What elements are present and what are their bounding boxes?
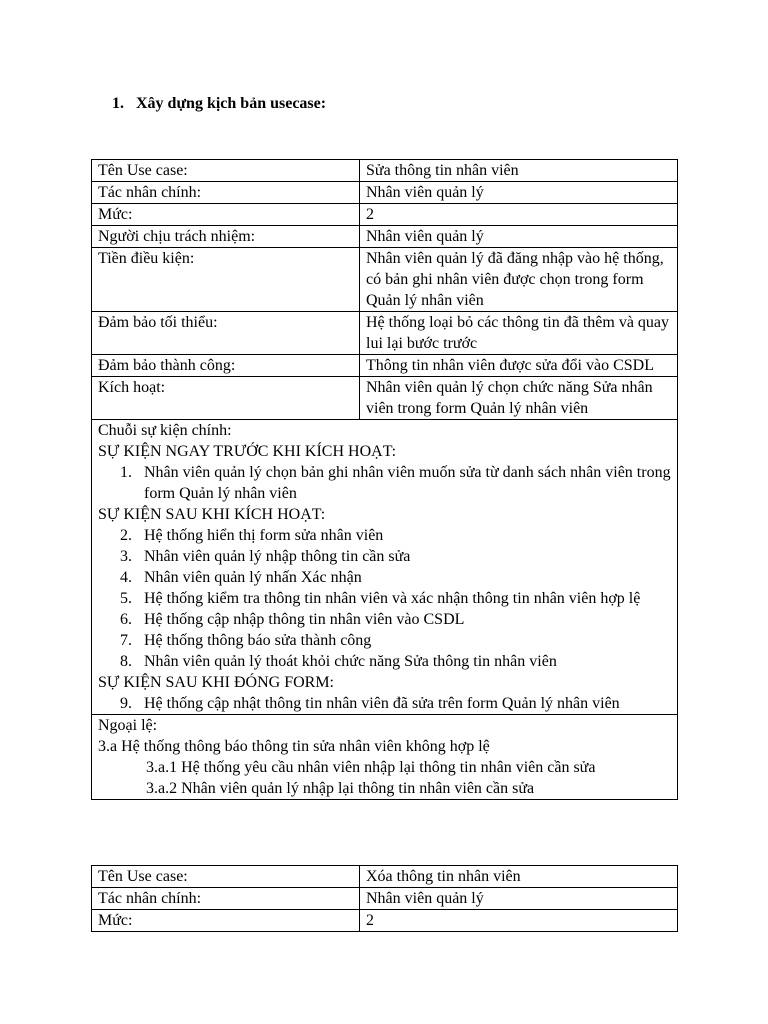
table-row xyxy=(92,866,678,888)
list-item xyxy=(98,567,671,588)
row-key: Tên Use case: xyxy=(92,866,360,888)
usecase-table-delete-employee xyxy=(91,865,678,932)
main-flow-row xyxy=(92,420,678,715)
table-row xyxy=(92,377,678,420)
exception-sub: 3.a.2 Nhân viên quản lý nhập lại thông tin nhân viên cần sửa xyxy=(146,780,535,797)
row-value: Nhân viên quản lý chọn chức năng Sửa nhân viên trong form Quản lý nhân viên xyxy=(360,377,678,420)
exceptions-cell xyxy=(92,715,678,800)
step-number: 9. xyxy=(120,695,132,712)
step-number: 8. xyxy=(120,653,132,670)
section-heading xyxy=(112,93,326,114)
row-value: Xóa thông tin nhân viên xyxy=(360,866,678,888)
table-row xyxy=(92,910,678,932)
exception-sub: 3.a.1 Hệ thống yêu cầu nhân viên nhập lại thông tin nhân viên cần sửa xyxy=(146,759,596,776)
row-value: Sửa thông tin nhân viên xyxy=(360,160,678,182)
step-text: Hệ thống cập nhật thông tin nhân viên đã sửa trên form Quản lý nhân viên xyxy=(144,695,620,712)
row-key: Tác nhân chính: xyxy=(92,182,360,204)
row-key: Tác nhân chính: xyxy=(92,888,360,910)
step-number: 5. xyxy=(120,590,132,607)
list-item xyxy=(98,588,671,609)
step-number: 2. xyxy=(120,527,132,544)
list-item xyxy=(98,651,671,672)
list-item xyxy=(98,462,671,504)
step-text: Hệ thống hiển thị form sửa nhân viên xyxy=(144,527,384,544)
row-key: Mức: xyxy=(92,204,360,226)
table-row xyxy=(92,204,678,226)
row-value: Nhân viên quản lý xyxy=(360,226,678,248)
step-number: 1. xyxy=(120,464,132,481)
table-row xyxy=(92,888,678,910)
row-value: Thông tin nhân viên được sửa đổi vào CSDL xyxy=(360,355,678,377)
exceptions-row xyxy=(92,715,678,800)
step-number: 7. xyxy=(120,632,132,649)
before-trigger-header: SỰ KIỆN NGAY TRƯỚC KHI KÍCH HOẠT: xyxy=(98,443,397,460)
step-number: 6. xyxy=(120,611,132,628)
row-key: Tên Use case: xyxy=(92,160,360,182)
section-title: Xây dựng kịch bản usecase: xyxy=(136,95,327,112)
row-value: Nhân viên quản lý xyxy=(360,182,678,204)
exception-main: 3.a Hệ thống thông báo thông tin sửa nhân viên không hợp lệ xyxy=(98,738,490,755)
row-key: Người chịu trách nhiệm: xyxy=(92,226,360,248)
table-row xyxy=(92,160,678,182)
list-item xyxy=(98,609,671,630)
step-text: Nhân viên quản lý nhấn Xác nhận xyxy=(144,569,362,586)
row-value: Nhân viên quản lý đã đăng nhập vào hệ thống, có bản ghi nhân viên được chọn trong form Quản lý nhân viên xyxy=(360,248,678,312)
step-number: 4. xyxy=(120,569,132,586)
row-value: Nhân viên quản lý xyxy=(360,888,678,910)
table-row xyxy=(92,226,678,248)
list-item xyxy=(98,546,671,567)
after-trigger-header: SỰ KIỆN SAU KHI KÍCH HOẠT: xyxy=(98,506,326,523)
usecase-table-edit-employee xyxy=(91,159,678,800)
main-flow-cell xyxy=(92,420,678,715)
list-item xyxy=(98,630,671,651)
row-key: Mức: xyxy=(92,910,360,932)
section-number: 1. xyxy=(112,95,124,112)
step-text: Nhân viên quản lý nhập thông tin cần sửa xyxy=(144,548,411,565)
step-text: Hệ thống thông báo sửa thành công xyxy=(144,632,372,649)
table-row xyxy=(92,248,678,312)
exceptions-title: Ngoại lệ: xyxy=(98,717,158,734)
table-row xyxy=(92,182,678,204)
row-value: 2 xyxy=(360,910,678,932)
row-key: Tiền điều kiện: xyxy=(92,248,360,312)
step-number: 3. xyxy=(120,548,132,565)
main-flow-title: Chuỗi sự kiện chính: xyxy=(98,422,232,439)
table-row xyxy=(92,355,678,377)
list-item xyxy=(98,525,671,546)
row-key: Đảm bảo tối thiểu: xyxy=(92,312,360,355)
row-key: Đảm bảo thành công: xyxy=(92,355,360,377)
step-text: Nhân viên quản lý chọn bản ghi nhân viên muốn sửa từ danh sách nhân viên trong form Quản lý nhân viên xyxy=(144,464,671,502)
step-text: Hệ thống cập nhập thông tin nhân viên vào CSDL xyxy=(144,611,465,628)
after-close-header: SỰ KIỆN SAU KHI ĐÓNG FORM: xyxy=(98,674,334,691)
row-value: 2 xyxy=(360,204,678,226)
list-item xyxy=(98,693,671,714)
step-text: Hệ thống kiểm tra thông tin nhân viên và xác nhận thông tin nhân viên hợp lệ xyxy=(144,590,641,607)
table-row xyxy=(92,312,678,355)
row-key: Kích hoạt: xyxy=(92,377,360,420)
row-value: Hệ thống loại bỏ các thông tin đã thêm và quay lui lại bước trước xyxy=(360,312,678,355)
step-text: Nhân viên quản lý thoát khỏi chức năng Sửa thông tin nhân viên xyxy=(144,653,557,670)
